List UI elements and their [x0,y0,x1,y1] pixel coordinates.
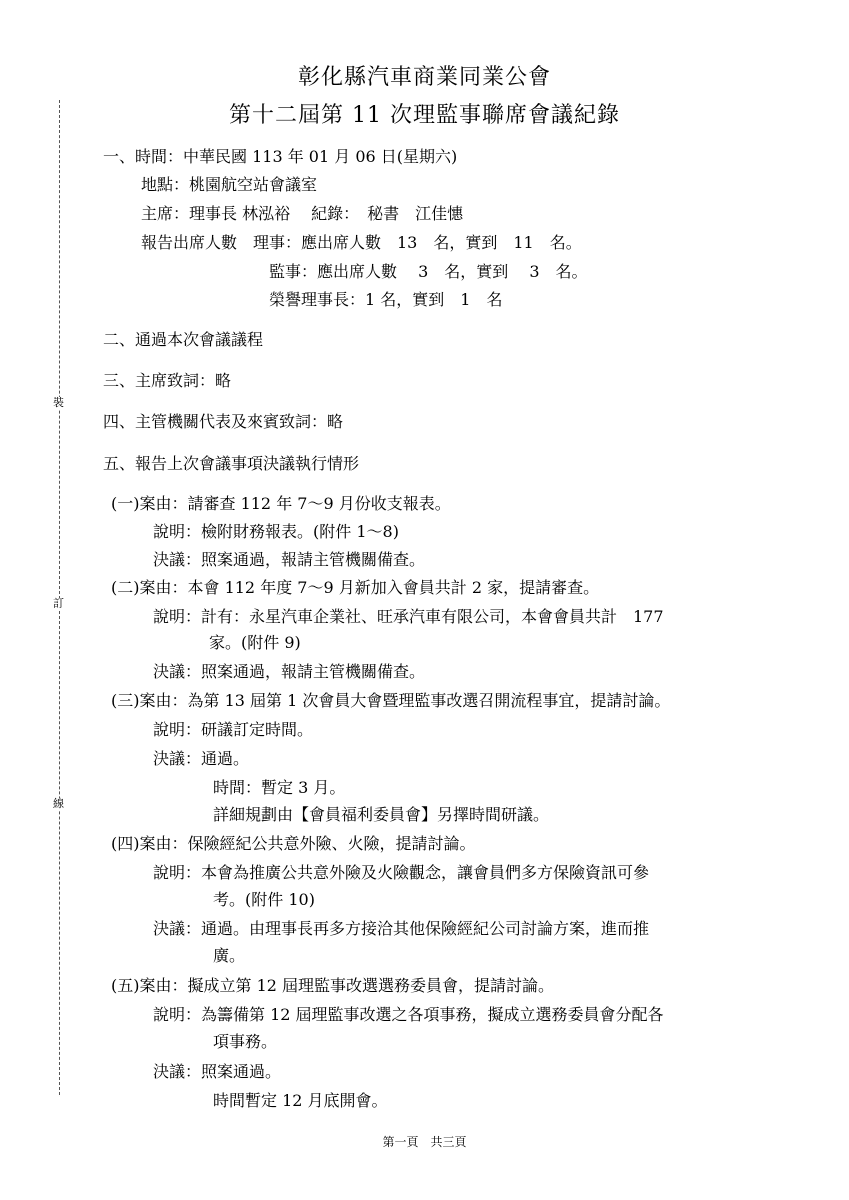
item3-resolution-time: 時間：暫定 3 月。 [213,778,346,797]
document-title-meeting: 第十二屆第 11 次理監事聯席會議紀錄 [229,103,620,128]
binding-mark-bottom: 線 [53,797,64,810]
item5-resolution-time: 時間暫定 12 月底開會。 [213,1091,388,1110]
item3-resolution-detail: 詳細規劃由【會員福利委員會】另擇時間研議。 [213,805,550,824]
item4-resolution-cont: 廣。 [213,946,246,965]
attendance-directors: 報告出席人數 理事：應出席人數 13 名，實到 11 名。 [141,233,582,252]
meeting-chair: 主席：理事長 林泓裕 紀錄： 秘書 江佳憓 [141,204,464,223]
item4-case: (四)案由：保險經紀公共意外險、火險，提請討論。 [111,834,476,853]
item2-resolution: 決議：照案通過，報請主管機關備查。 [153,662,426,681]
page-footer: 第一頁 共三頁 [382,1135,467,1149]
item5-explanation: 說明：為籌備第 12 屆理監事改選之各項事務，擬成立選務委員會分配各 [153,1005,664,1024]
item3-case: (三)案由：為第 13 屆第 1 次會員大會暨理監事改選召開流程事宜，提請討論。 [111,691,671,710]
attendance-supervisors: 監事：應出席人數 3 名，實到 3 名。 [269,262,588,281]
document-title-association: 彰化縣汽車商業同業公會 [297,65,551,90]
item2-explanation: 說明：計有：永星汽車企業社、旺承汽車有限公司，本會會員共計 177 [153,607,664,626]
section-chair-speech: 三、主席致詞：略 [103,371,232,390]
meeting-time: 一、時間：中華民國 113 年 01 月 06 日(星期六) [103,147,458,166]
item1-explanation: 說明：檢附財務報表。(附件 1～8) [153,522,399,541]
attendance-honorary: 榮譽理事長：1 名，實到 1 名 [269,290,503,309]
item5-resolution: 決議：照案通過。 [153,1062,282,1081]
binding-mark-top: 裝 [53,396,64,409]
section-agenda: 二、通過本次會議議程 [103,330,264,349]
item4-explanation: 說明：本會為推廣公共意外險及火險觀念，讓會員們多方保險資訊可參 [153,863,650,882]
item1-case: (一)案由：請審查 112 年 7～9 月份收支報表。 [111,494,451,513]
item2-case: (二)案由：本會 112 年度 7～9 月新加入會員共計 2 家，提請審查。 [111,578,600,597]
item4-resolution: 決議：通過。由理事長再多方接洽其他保險經紀公司討論方案，進而推 [153,919,650,938]
section-report: 五、報告上次會議事項決議執行情形 [103,454,360,473]
item2-explanation-cont: 家。(附件 9) [209,633,301,652]
item4-explanation-cont: 考。(附件 10) [213,890,315,909]
item1-resolution: 決議：照案通過，報請主管機關備查。 [153,550,426,569]
meeting-place: 地點：桃園航空站會議室 [141,175,318,194]
item5-explanation-cont: 項事務。 [213,1032,278,1051]
item3-resolution: 決議：通過。 [153,749,250,768]
section-guest-speech: 四、主管機關代表及來賓致詞：略 [103,412,344,431]
item5-case: (五)案由：擬成立第 12 屆理監事改選選務委員會，提請討論。 [111,976,555,995]
item3-explanation: 說明：研議訂定時間。 [153,720,314,739]
binding-mark-middle: 訂 [53,597,64,610]
